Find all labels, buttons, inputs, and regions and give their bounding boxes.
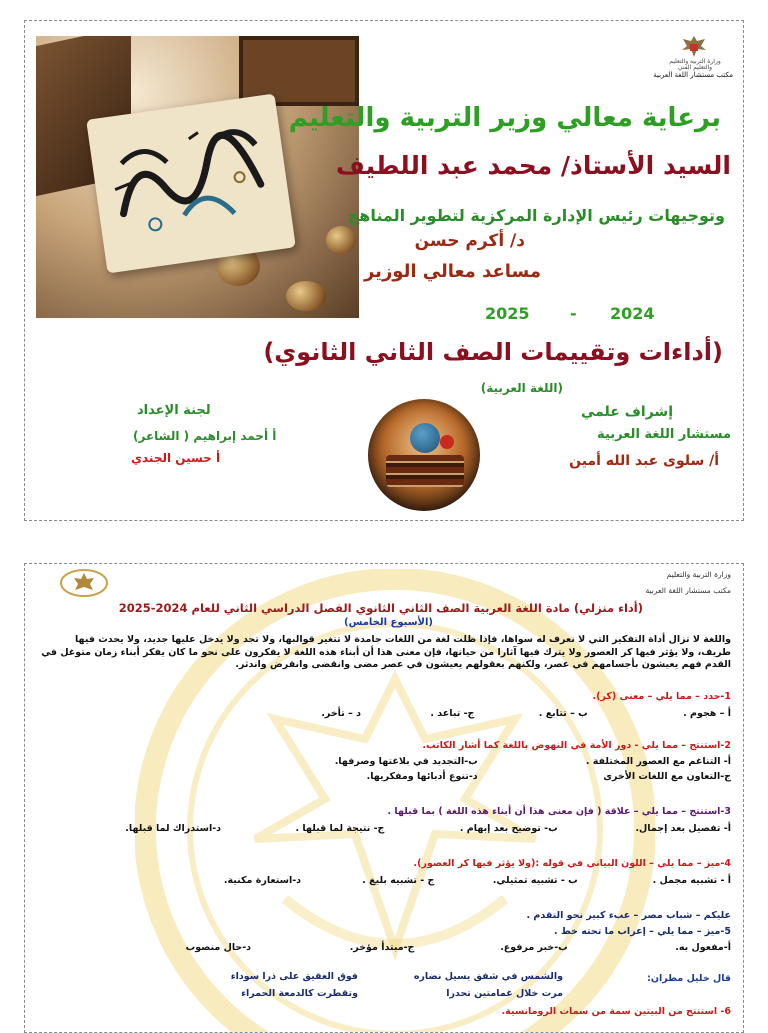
- option[interactable]: د – تأخر.: [321, 708, 362, 719]
- globe-icon: [410, 423, 440, 453]
- option[interactable]: د-حال منصوب: [185, 942, 252, 953]
- question-3: 3-استنتج – مما يلي – علاقة ( فإن معنى هذا أن أبناء هذه اللغة ) بما قبلها .: [387, 806, 731, 817]
- option[interactable]: د-استدراك لما قبلها.: [125, 823, 222, 834]
- option[interactable]: د-استعارة مكنية.: [223, 875, 302, 886]
- year-dash: -: [570, 304, 577, 323]
- patronage-line: برعاية معالي وزير التربية والتعليم: [288, 103, 721, 133]
- question-2-options: [171, 756, 731, 767]
- question-5-options: [31, 942, 731, 953]
- year-to: 2025: [485, 304, 530, 323]
- option[interactable]: أ-مفعول به.: [675, 942, 731, 953]
- assistant-title: مساعد معالي الوزير: [363, 261, 541, 282]
- option[interactable]: ب - تشبيه تمثيلي.: [492, 875, 578, 886]
- option[interactable]: أ- التناغم مع العصور المختلفة .: [585, 756, 731, 767]
- verse-1a: والشمس في شفق يسيل نضاره: [413, 971, 563, 982]
- office-name: مكتب مستشار اللغة العربية: [653, 71, 733, 79]
- calligraphy-photo: [36, 36, 359, 318]
- option[interactable]: ب-خبر مرفوع.: [500, 942, 568, 953]
- subject-label: (اللغة العربية): [480, 381, 563, 395]
- option[interactable]: ب – تتابع .: [538, 708, 588, 719]
- supervisor-name: أ/ سلوى عبد الله أمين: [569, 453, 719, 469]
- apple-icon: [440, 435, 454, 449]
- books-globe-image: [368, 399, 480, 511]
- minister-name: السيد الأستاذ/ محمد عبد اللطيف: [335, 151, 731, 180]
- verse-1b: فوق العقيق على ذرا سوداء: [230, 971, 358, 982]
- calligraphy-paper: [86, 94, 296, 274]
- supervision-title: إشراف علمي: [580, 404, 673, 420]
- question-6: 6- استنتج من البيتين سمة من سمات الرومانسية.: [501, 1006, 731, 1017]
- option[interactable]: أ - تشبيه مجمل .: [652, 875, 731, 886]
- sheet-ministry: وزارة التربية والتعليم: [666, 570, 731, 579]
- committee-title: لجنة الإعداد: [137, 403, 211, 418]
- calligraphy-art: [103, 114, 277, 245]
- question-2: 2-استنتج – مما يلي - دور الأمة في النهوض باللغة كما أشار الكاتب.: [422, 740, 731, 751]
- cover-page: [24, 20, 744, 521]
- year-from: 2024: [610, 304, 655, 323]
- poet-label: قال خليل مطران:: [647, 973, 731, 984]
- main-title: (أداءات وتقييمات الصف الثاني الثانوي): [263, 338, 723, 366]
- question-5-sentence: عليكم – شباب مصر – عبء كبير نحو التقدم .: [526, 910, 731, 921]
- reading-passage: واللغة لا تزال أداة التفكير التي لا نعرف له سواها، فإذا ظلت لغة من اللغات جامدة لا تتغير قوالبها، ولا تجد ولا يدخل عليها جديد، ولا يحدث فيها طريف، ولا يؤثر فيها كر العصور ولا يترك فيها آثارا من حياتها، فإن معنى هذا أن أبناء هذه اللغة لا يفكرون على نحو ما كان يفكر أبناء زمان متوغل في القدم فهم يعيشون بأجسامهم في عصر، ولكنهم بعقولهم يعيشون في عصر مضى وانقضى وانقرض واندثر.: [41, 634, 731, 670]
- supervision-role: مستشار اللغة العربية: [597, 427, 731, 442]
- question-1-options: [171, 708, 731, 719]
- question-4-options: [31, 875, 731, 886]
- question-1: 1-حدد – مما يلي – معنى (كر).: [592, 691, 731, 702]
- week-label: (الأسبوع الخامس): [344, 617, 433, 628]
- pot-image: [286, 281, 326, 311]
- ministry-logo-icon: [59, 568, 109, 598]
- question-4: 4-ميز – مما يلي – اللون البياني في قوله :(ولا يؤثر فيها كر العصور).: [413, 858, 731, 869]
- option[interactable]: ج - تشبيه بليغ .: [362, 875, 435, 886]
- ministry-eagle-icon: [679, 33, 709, 59]
- option[interactable]: أ – هجوم .: [683, 708, 731, 719]
- books-icon: [386, 455, 464, 487]
- worksheet-page: [24, 563, 744, 1033]
- option[interactable]: ج-التعاون مع اللغات الأخرى: [603, 771, 731, 782]
- sheet-title: (أداء منزلي) مادة اللغة العربية الصف الثاني الثانوي الفصل الدراسي الثاني للعام 2024-2025: [118, 601, 643, 615]
- ministry-name: وزارة التربية والتعليم والتعليم الفني: [669, 58, 721, 71]
- option[interactable]: ج-مبتدأ مؤخر.: [349, 942, 415, 953]
- option[interactable]: ج- تباعد .: [430, 708, 475, 719]
- verse-2b: وتقطرت كالدمعة الحمراء: [241, 988, 358, 999]
- director-name: د/ أكرم حسن: [414, 231, 525, 251]
- question-2-options-row2: [171, 771, 731, 782]
- question-3-options: [31, 823, 731, 834]
- option[interactable]: ب- توضيح بعد إبهام .: [459, 823, 558, 834]
- pot-image: [326, 226, 356, 254]
- committee-member-1: أ أحمد إبراهيم ( الشاعر): [133, 429, 277, 443]
- guidance-line: وتوجيهات رئيس الإدارة المركزية لتطوير المناهج: [347, 206, 725, 225]
- question-5: 5-ميز – مما يلي – إعراب ما تحته خط .: [554, 926, 731, 937]
- option[interactable]: ب-التجديد في بلاغتها وصرفها.: [334, 756, 478, 767]
- verse-2a: مرت خلال غمامتين تحدرا: [446, 988, 563, 999]
- option[interactable]: د-تنوع أدبائها ومفكريها.: [366, 771, 478, 782]
- option[interactable]: أ- تفصيل بعد إجمال.: [635, 823, 731, 834]
- option[interactable]: ج- نتيجة لما قبلها .: [295, 823, 385, 834]
- sheet-office: مكتب مستشار اللغة العربية: [645, 586, 731, 595]
- committee-member-2: أ حسين الجندي: [131, 451, 221, 465]
